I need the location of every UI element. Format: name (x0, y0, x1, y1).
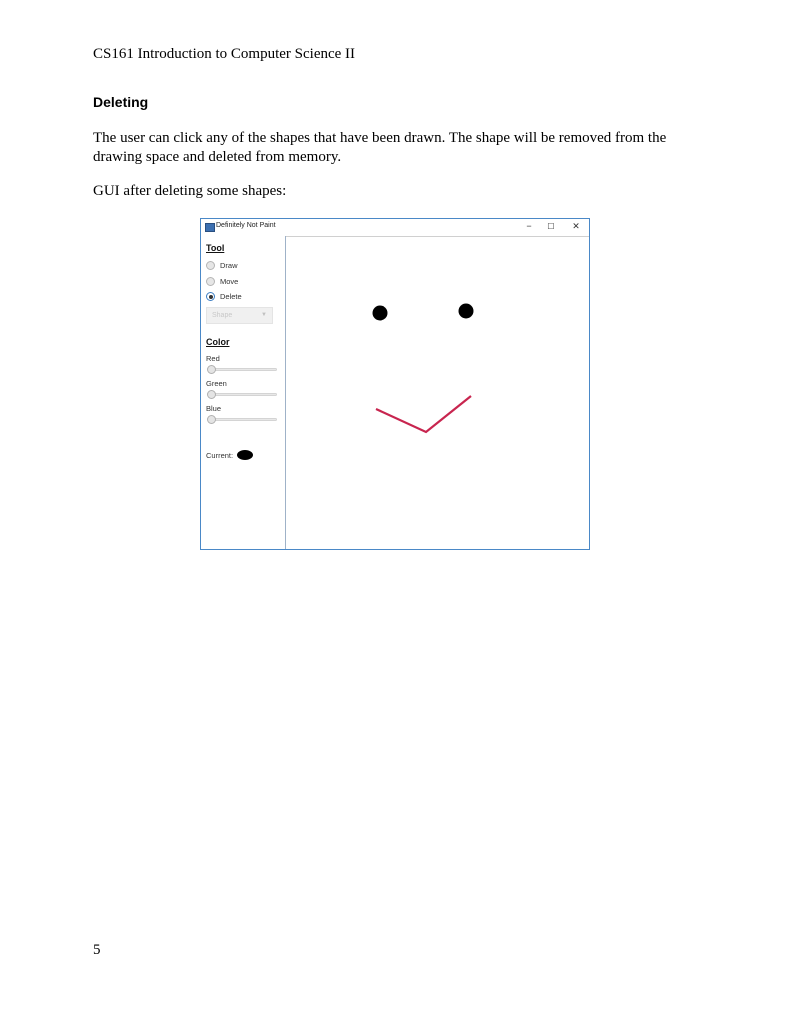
radio-circle[interactable] (206, 261, 215, 270)
slider-thumb[interactable] (207, 415, 216, 424)
canvas-svg[interactable] (286, 236, 589, 549)
current-color-label: Current: (206, 450, 234, 460)
radio-circle[interactable] (206, 277, 215, 286)
radio-label: Delete (220, 291, 242, 301)
minimize-button[interactable]: − (526, 221, 532, 231)
radio-delete[interactable] (206, 290, 242, 302)
shape-select[interactable] (206, 307, 273, 324)
current-color-swatch (237, 450, 253, 460)
red-slider[interactable] (208, 368, 277, 371)
app-icon (205, 223, 215, 232)
shape-circle-left[interactable] (373, 306, 388, 321)
sidebar (201, 236, 286, 549)
green-slider[interactable] (208, 393, 277, 396)
figure-caption: GUI after deleting some shapes: (93, 183, 287, 199)
current-color-row (206, 450, 253, 460)
title-bar (201, 219, 589, 237)
radio-label: Move (220, 276, 239, 286)
shape-select-value: Shape (212, 312, 233, 319)
radio-move[interactable] (206, 275, 238, 287)
green-slider-label: Green (206, 379, 227, 388)
drawing-canvas[interactable] (286, 236, 589, 549)
close-button[interactable]: ✕ (572, 221, 580, 231)
app-window-screenshot (200, 218, 590, 550)
color-group-title: Color (206, 337, 230, 347)
page-header: CS161 Introduction to Computer Science II (93, 46, 356, 62)
shape-line[interactable] (376, 396, 471, 432)
window-title: Definitely Not Paint (216, 222, 276, 229)
tool-group-title: Tool (206, 243, 225, 253)
slider-thumb[interactable] (207, 365, 216, 374)
radio-circle[interactable] (206, 292, 215, 301)
page-number: 5 (93, 942, 101, 958)
maximize-button[interactable]: ☐ (547, 222, 555, 231)
section-title: Deleting (93, 94, 149, 110)
blue-slider-label: Blue (206, 404, 222, 413)
body-paragraph: The user can click any of the shapes that have been drawn. The shape will be removed from the drawing space and deleted from memory. (93, 130, 667, 165)
red-slider-label: Red (206, 354, 220, 363)
radio-label: Draw (220, 260, 238, 270)
slider-thumb[interactable] (207, 390, 216, 399)
chevron-down-icon: ▼ (261, 312, 267, 318)
shape-circle-right[interactable] (459, 304, 474, 319)
blue-slider[interactable] (208, 418, 277, 421)
radio-draw[interactable] (206, 259, 238, 271)
